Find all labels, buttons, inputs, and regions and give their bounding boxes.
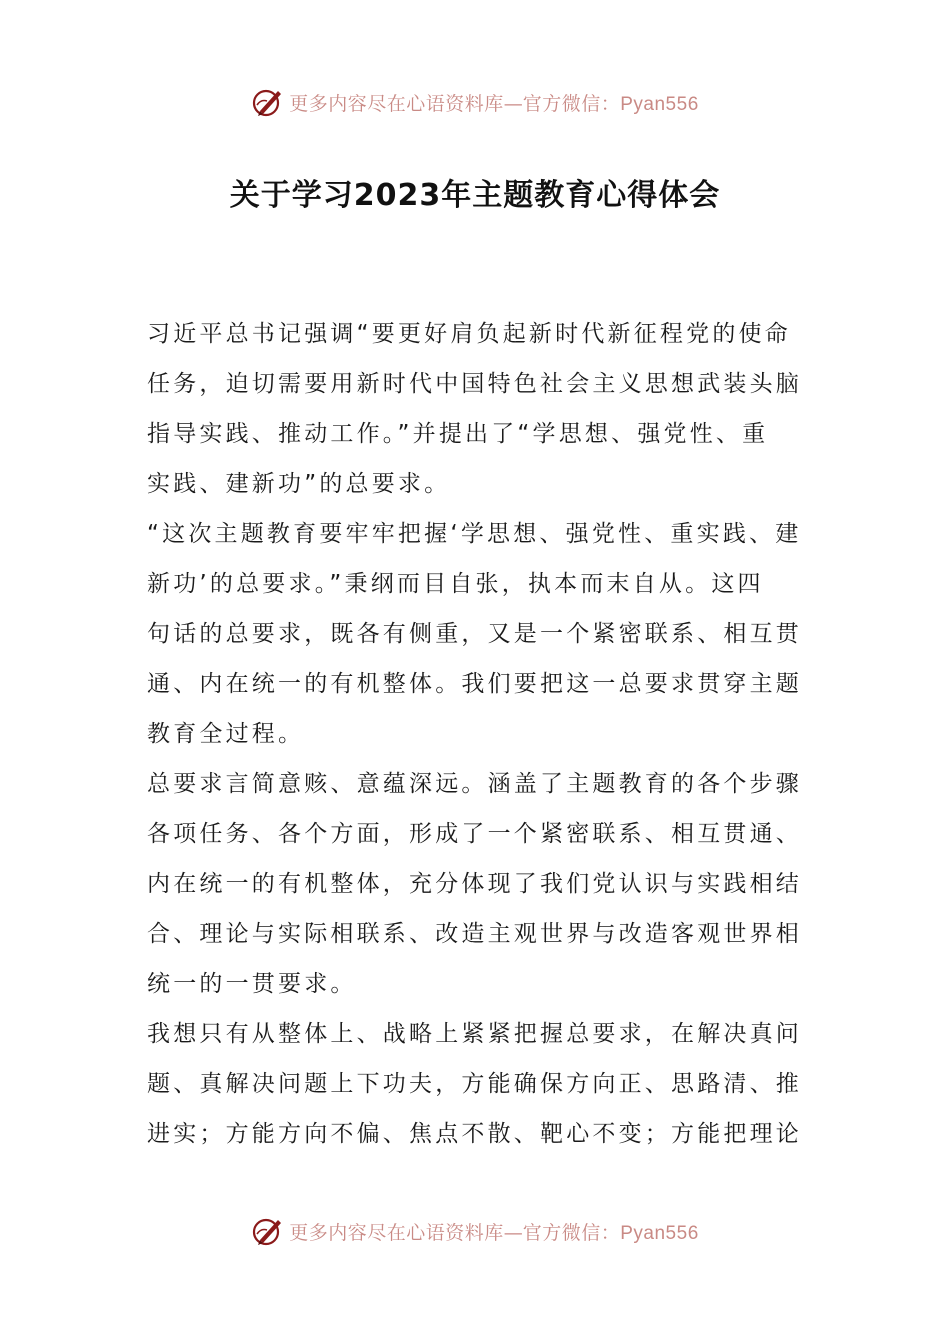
watermark-text: 更多内容尽在心语资料库 bbox=[289, 1221, 504, 1244]
text-line: 题、真解决问题上下功夫，方能确保方向正、思路清、推 bbox=[147, 1071, 802, 1097]
watermark-header bbox=[0, 84, 950, 120]
text-line: 教育全过程。 bbox=[147, 721, 305, 747]
pen-logo-icon bbox=[251, 85, 285, 119]
text-line: “这次主题教育要牢牢把握‘学思想、强党性、重实践、建 bbox=[147, 521, 802, 547]
text-line: 实践、建新功”的总要求。 bbox=[147, 471, 451, 497]
watermark-wechat-label: 官方微信： bbox=[522, 92, 621, 115]
watermark-wechat-id: Pyan556 bbox=[620, 93, 699, 115]
text-line: 我想只有从整体上、战略上紧紧把握总要求，在解决真问 bbox=[147, 1021, 802, 1047]
text-line: 进实；方能方向不偏、焦点不散、靶心不变；方能把理论 bbox=[147, 1121, 802, 1147]
watermark-wechat-id: Pyan556 bbox=[620, 1222, 699, 1244]
text-line: 习近平总书记强调“要更好肩负起新时代新征程党的使命 bbox=[147, 321, 791, 347]
watermark-text: 更多内容尽在心语资料库 bbox=[289, 92, 504, 115]
text-line: 各项任务、各个方面，形成了一个紧密联系、相互贯通、 bbox=[147, 821, 802, 847]
text-line: 统一的一贯要求。 bbox=[147, 971, 357, 997]
text-line: 新功’的总要求。”秉纲而目自张，执本而末自从。这四 bbox=[147, 571, 764, 597]
text-line: 句话的总要求，既各有侧重，又是一个紧密联系、相互贯 bbox=[147, 621, 802, 647]
watermark-wechat-label: 官方微信： bbox=[522, 1221, 621, 1244]
pen-logo-icon bbox=[251, 1214, 285, 1248]
text-line: 通、内在统一的有机整体。我们要把这一总要求贯穿主题 bbox=[147, 671, 802, 697]
watermark-separator: — bbox=[503, 92, 523, 115]
watermark-separator: — bbox=[503, 1221, 523, 1244]
text-line: 任务，迫切需要用新时代中国特色社会主义思想武装头脑 bbox=[147, 371, 802, 397]
text-line: 内在统一的有机整体，充分体现了我们党认识与实践相结 bbox=[147, 871, 802, 897]
document-title: 关于学习2023年主题教育心得体会 bbox=[229, 178, 721, 213]
text-line: 合、理论与实际相联系、改造主观世界与改造客观世界相 bbox=[147, 921, 802, 947]
watermark-footer bbox=[0, 1213, 950, 1249]
document-body bbox=[147, 309, 807, 1159]
text-line: 指导实践、推动工作。”并提出了“学思想、强党性、重 bbox=[147, 421, 769, 447]
text-line: 总要求言简意赅、意蕴深远。涵盖了主题教育的各个步骤 bbox=[147, 771, 802, 797]
